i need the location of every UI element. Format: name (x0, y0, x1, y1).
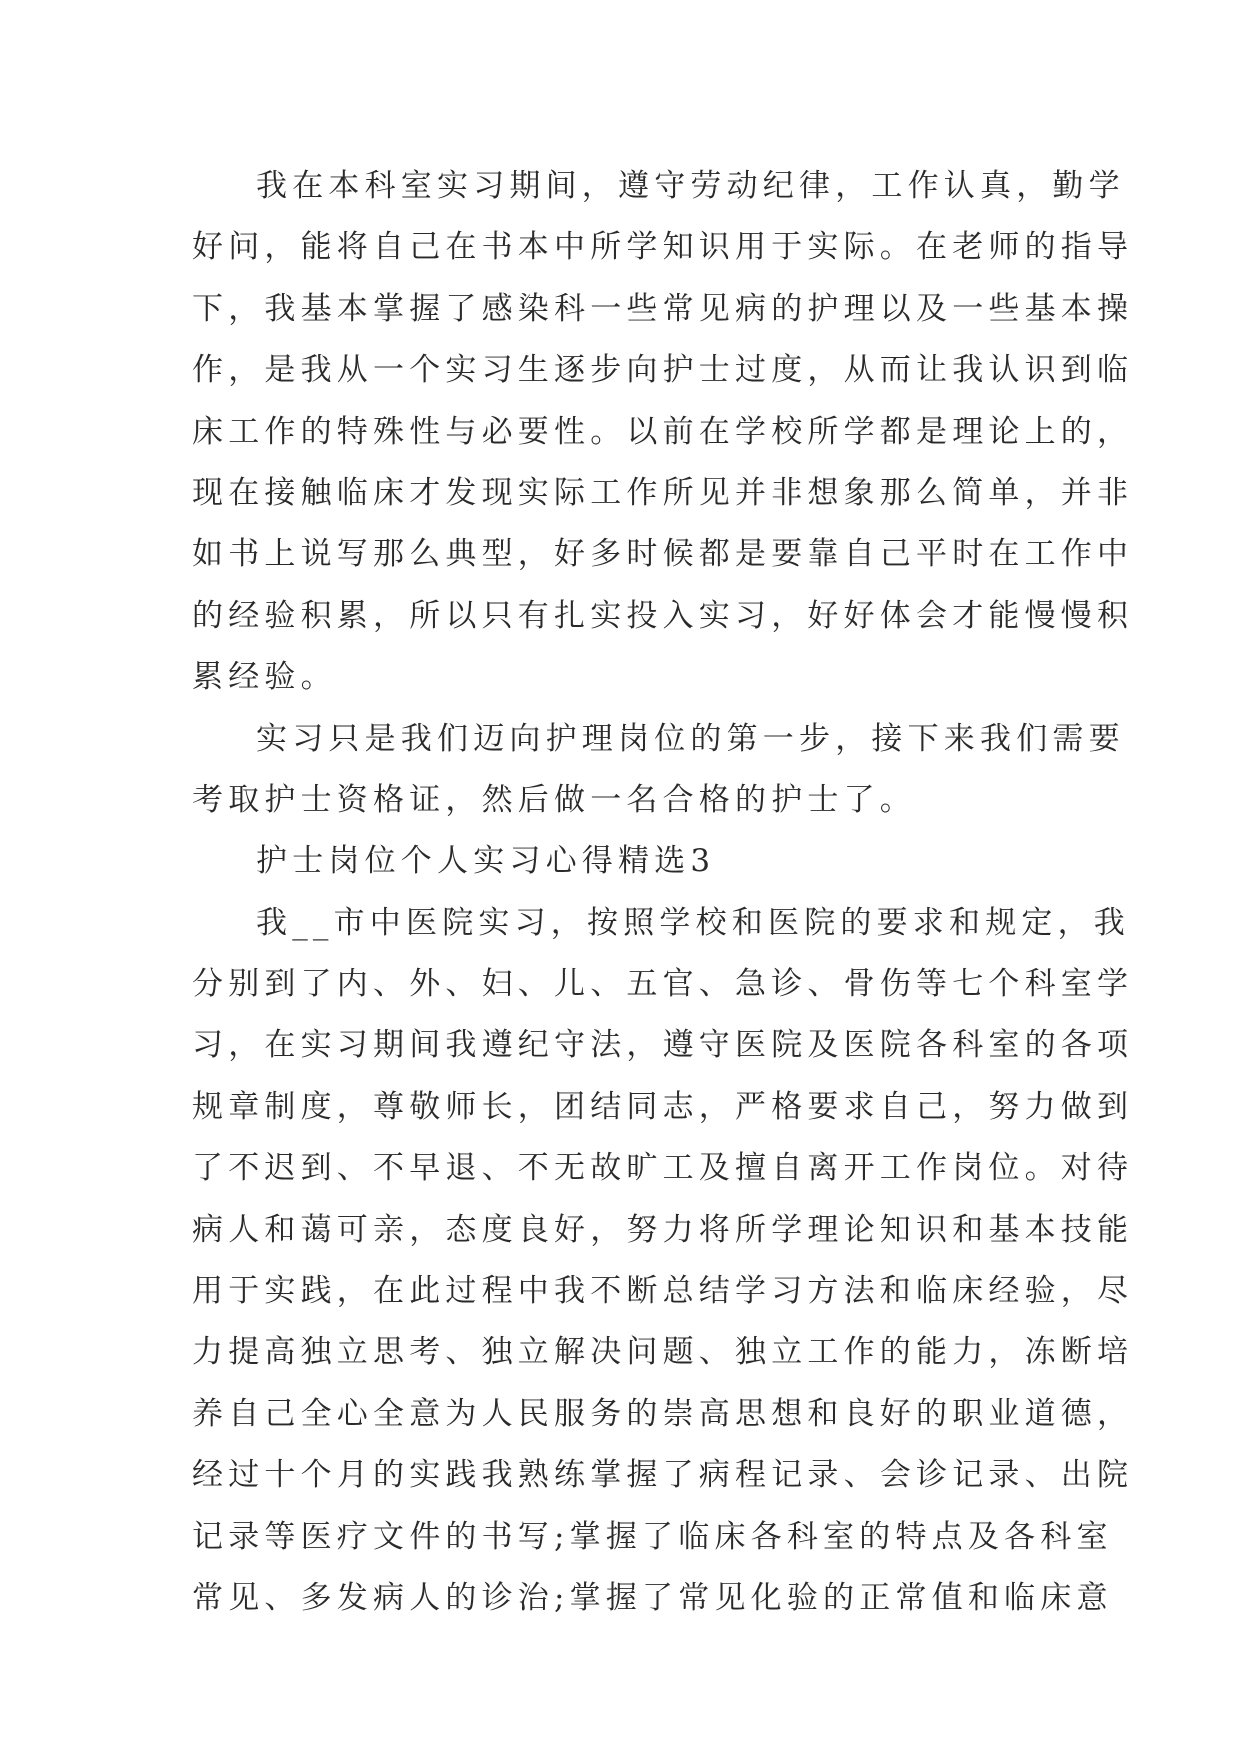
text-line: 现在接触临床才发现实际工作所见并非想象那么简单，并非 (192, 474, 1134, 511)
text-line: 常见、多发病人的诊治;掌握了常见化验的正常值和临床意 (192, 1579, 1113, 1616)
text-line: 下，我基本掌握了感染科一些常见病的护理以及一些基本操 (192, 290, 1134, 327)
text-line: 我__市中医院实习，按照学校和医院的要求和规定，我 (256, 904, 1130, 941)
text-line: 规章制度，尊敬师长，团结同志，严格要求自己，努力做到 (192, 1088, 1134, 1125)
paragraph-1 (192, 156, 1134, 709)
text-line: 经过十个月的实践我熟练掌握了病程记录、会诊记录、出院 (192, 1457, 1134, 1494)
paragraph-2 (192, 709, 1125, 832)
text-line: 力提高独立思考、独立解决问题、独立工作的能力，冻断培 (192, 1334, 1134, 1371)
text-line: 病人和蔼可亲，态度良好，努力将所学理论知识和基本技能 (192, 1211, 1134, 1248)
text-line: 床工作的特殊性与必要性。以前在学校所学都是理论上的， (192, 413, 1134, 450)
text-line: 好问，能将自己在书本中所学知识用于实际。在老师的指导 (192, 229, 1134, 266)
text-line: 分别到了内、外、妇、儿、五官、急诊、骨伤等七个科室学 (192, 966, 1134, 1003)
text-line: 累经验。 (192, 659, 337, 696)
text-line: 记录等医疗文件的书写;掌握了临床各科室的特点及各科室 (192, 1518, 1113, 1555)
heading-line: 护士岗位个人实习心得精选3 (256, 843, 716, 880)
text-line: 考取护士资格证，然后做一名合格的护士了。 (192, 781, 916, 818)
document-body (192, 156, 1134, 1629)
text-line: 用于实践，在此过程中我不断总结学习方法和临床经验，尽 (192, 1273, 1134, 1310)
text-line: 如书上说写那么典型，好多时候都是要靠自己平时在工作中 (192, 536, 1134, 573)
text-line: 我在本科室实习期间，遵守劳动纪律，工作认真，勤学 (256, 168, 1125, 204)
text-line: 实习只是我们迈向护理岗位的第一步，接下来我们需要 (256, 720, 1125, 757)
paragraph-3 (192, 893, 1134, 1630)
text-line: 作，是我从一个实习生逐步向护士过度，从而让我认识到临 (192, 352, 1134, 389)
text-line: 习，在实习期间我遵纪守法，遵守医院及医院各科室的各项 (192, 1027, 1134, 1064)
text-line: 的经验积累，所以只有扎实投入实习，好好体会才能慢慢积 (192, 597, 1134, 634)
text-line: 养自己全心全意为人民服务的崇高思想和良好的职业道德， (192, 1395, 1134, 1432)
text-line: 了不迟到、不早退、不无故旷工及擅自离开工作岗位。对待 (192, 1150, 1134, 1187)
section-heading (192, 831, 1052, 892)
